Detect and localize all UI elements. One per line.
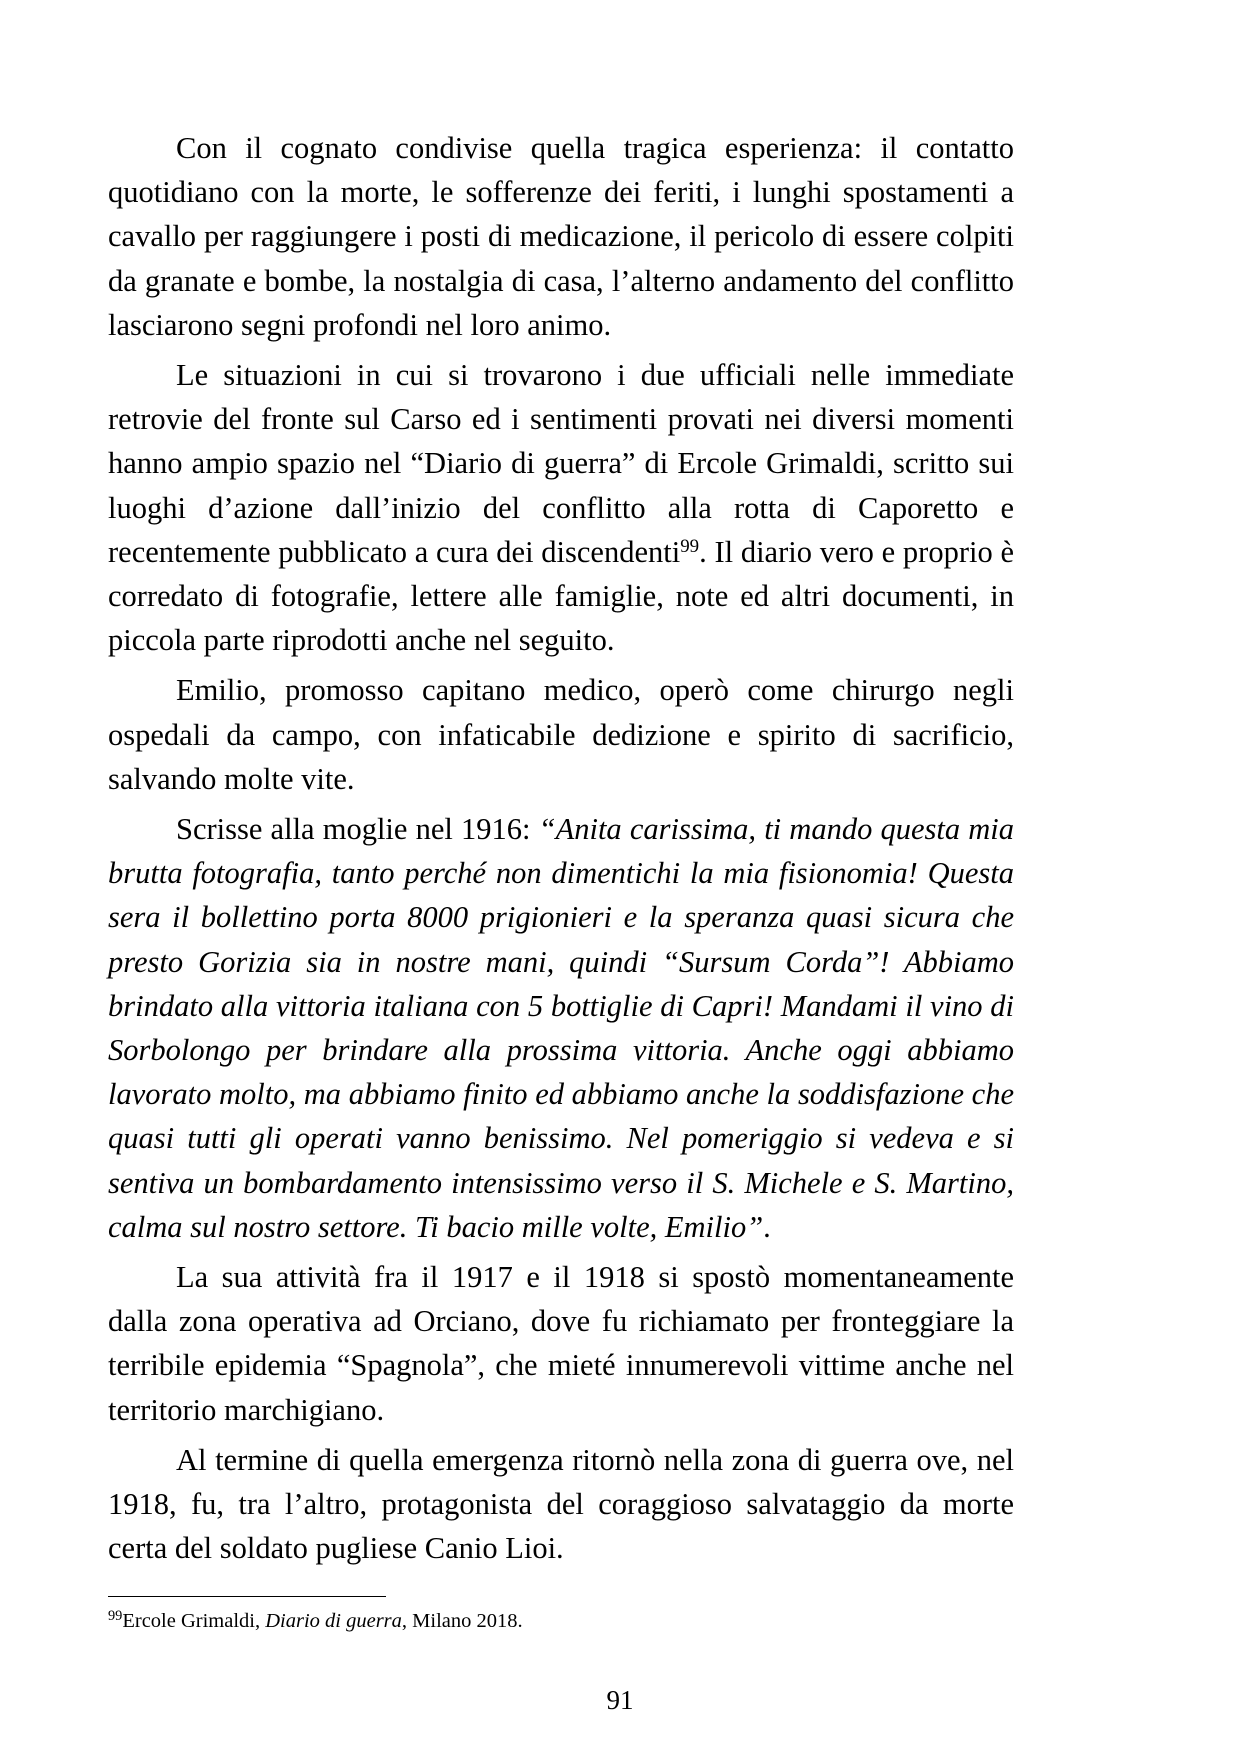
paragraph-2-text-part-1: Le situazioni in cui si trovarono i due ufficiali nelle immediate retrovie del fronte sul Carso ed i sentimenti provati nei diversi momenti hanno ampio spazio nel “Diario di guerra” di Ercole Grimaldi, scritto sui luoghi d’azione dall’inizio del conflitto alla rotta di Caporetto e recentemente pubblicato a cura dei discendenti — [108, 358, 1014, 569]
footnote-area — [108, 1596, 1014, 1635]
paragraph-3-text: Emilio, promosso capitano medico, operò come chirurgo negli ospedali da campo, con infaticabile dedizione e spirito di sacrificio, salvando molte vite. — [108, 673, 1014, 796]
footnote-reference-99[interactable]: 99 — [680, 536, 700, 557]
paragraph-6 — [108, 1438, 1014, 1571]
footnote-publication: , Milano 2018. — [401, 1610, 523, 1632]
footnote-number: 99 — [108, 1607, 123, 1624]
paragraph-2-text-part-2: . Il diario vero e proprio è corredato di fotografie, lettere alle famiglie, note ed altri documenti, in piccola parte riprodotti anche nel seguito. — [108, 534, 1014, 658]
paragraph-2 — [108, 353, 1014, 662]
page-body — [108, 126, 1014, 1577]
paragraph-3 — [108, 668, 1014, 801]
quote-lead-in-text: Scrisse alla moglie nel 1916: — [176, 812, 539, 847]
footnote-entry-99 — [108, 1608, 1014, 1635]
footnote-author: Ercole Grimaldi, — [122, 1610, 266, 1632]
quote-trailing-period: . — [763, 1209, 771, 1244]
paragraph-4-letter-quote — [108, 807, 1014, 1249]
paragraph-5 — [108, 1255, 1014, 1432]
paragraph-5-text: La sua attività fra il 1917 e il 1918 si spostò momentaneamente dalla zona operativa ad Orciano, dove fu richiamato per fronteggiare la terribile epidemia “Spagnola”, che mieté innumerevoli vittime anche nel territorio marchigiano. — [108, 1260, 1014, 1427]
quote-italic-text: “Anita carissima, ti mando questa mia brutta fotografia, tanto perché non dimentichi la mia fisionomia! Questa sera il bollettino porta 8000 prigionieri e la speranza quasi sicura che presto Gorizia sia in nostre mani, quindi “Sursum Corda”! Abbiamo brindato alla vittoria italiana con 5 bottiglie di Capri! Mandami il vino di Sorbolongo per brindare alla prossima vittoria. Anche oggi abbiamo lavorato molto, ma abbiamo finito ed abbiamo anche la soddisfazione che quasi tutti gli operati vanno benissimo. Nel pomeriggio si vedeva e si sentiva un bombardamento intensissimo verso il S. Michele e S. Martino, calma sul nostro settore. Ti bacio mille volte, Emilio” — [108, 812, 1015, 1244]
paragraph-6-text: Al termine di quella emergenza ritornò nella zona di guerra ove, nel 1918, fu, tra l’altro, protagonista del coraggioso salvataggio da morte certa del soldato pugliese Canio Lioi. — [108, 1442, 1014, 1566]
page-number: 91 — [606, 1685, 634, 1715]
footnote-title: Diario di guerra — [265, 1610, 402, 1632]
paragraph-1 — [108, 126, 1014, 347]
paragraph-1-text: Con il cognato condivise quella tragica esperienza: il contatto quotidiano con la morte, le sofferenze dei feriti, i lunghi spostamenti a cavallo per raggiungere i posti di medicazione, il pericolo di essere colpiti da granate e bombe, la nostalgia di casa, l’alterno andamento del conflitto lasciarono segni profondi nel loro animo. — [108, 131, 1014, 342]
footnote-separator-rule — [108, 1596, 386, 1597]
